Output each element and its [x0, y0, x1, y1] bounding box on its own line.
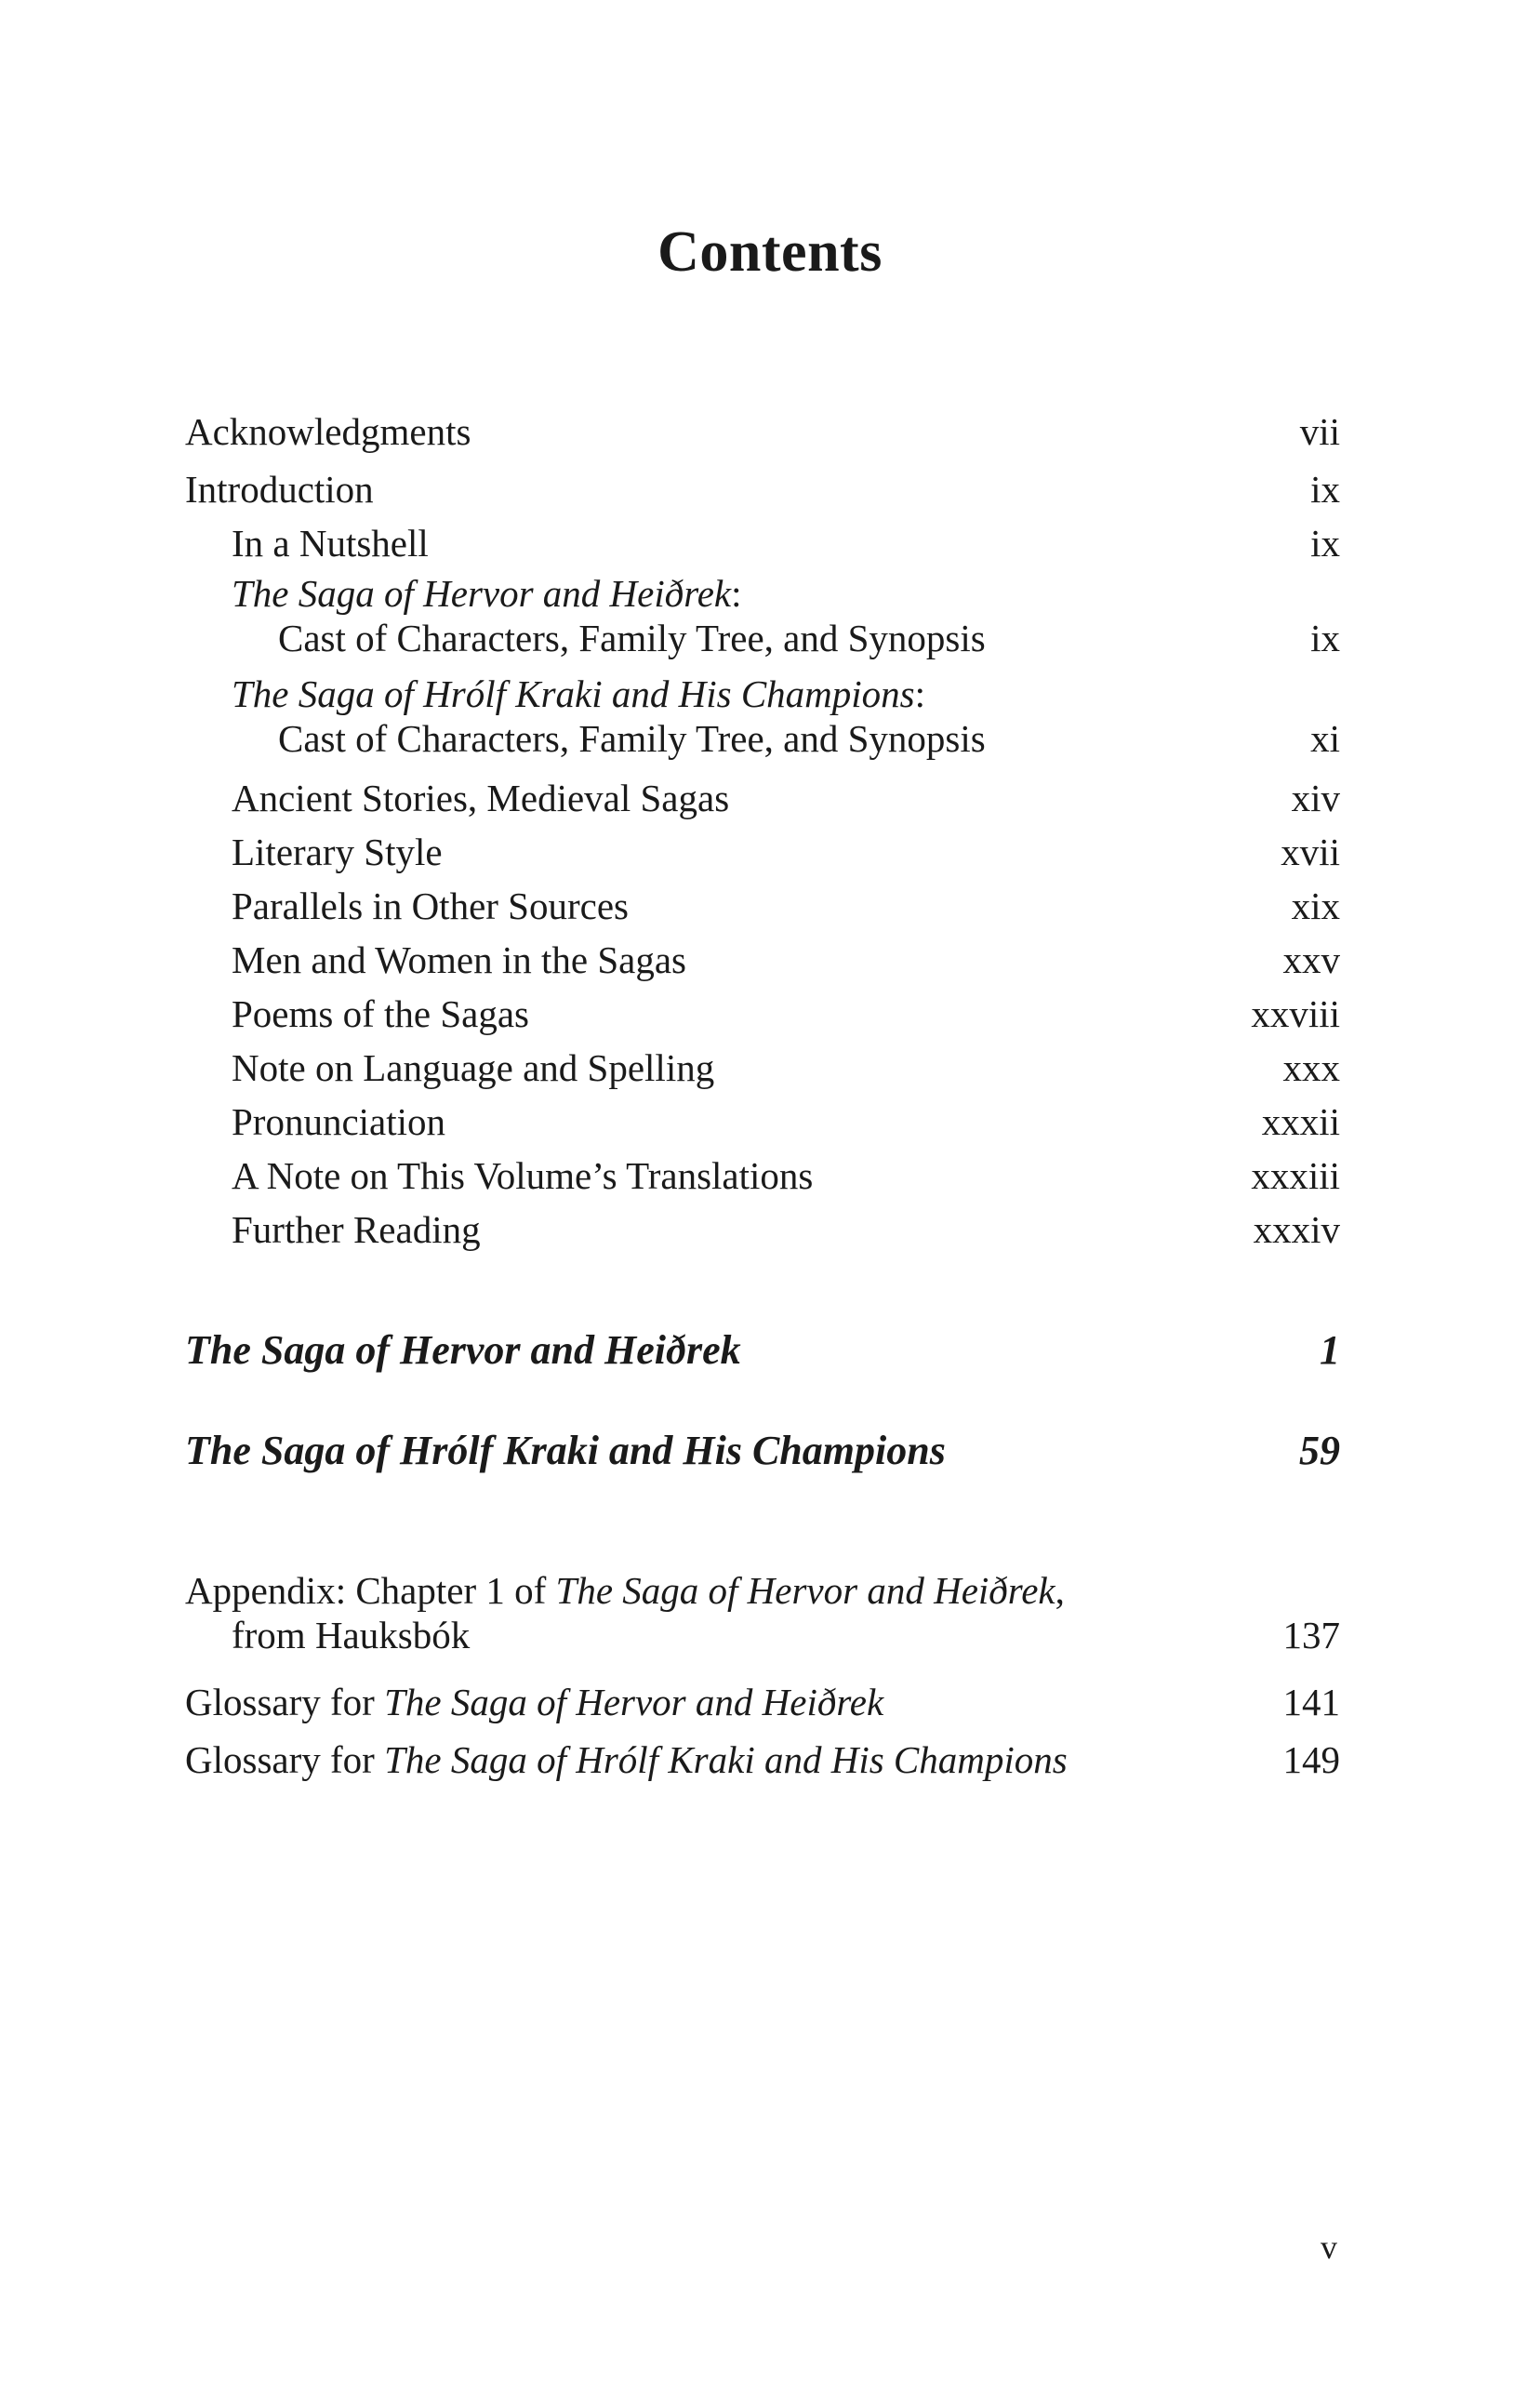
page-folio: v [1321, 2228, 1337, 2266]
toc-label-prefix: Appendix: Chapter 1 of [185, 1569, 556, 1612]
toc-page-number: xxv [1282, 938, 1340, 981]
book-title: The Saga of Hrólf Kraki and His Champions [384, 1738, 1068, 1781]
punctuation: : [914, 672, 926, 715]
toc-label [232, 571, 1340, 616]
toc-page-number: 59 [1299, 1428, 1340, 1473]
toc-label: In a Nutshell [232, 522, 429, 565]
toc-page-number: 137 [1282, 1614, 1340, 1656]
punctuation: , [1055, 1569, 1065, 1612]
toc-page-number: xxxiii [1251, 1154, 1340, 1197]
toc-label: Pronunciation [232, 1100, 446, 1143]
book-title: The Saga of Hervor and Heiðrek [555, 1569, 1055, 1612]
toc-label: Literary Style [232, 831, 443, 873]
toc-page-number: 1 [1320, 1327, 1340, 1373]
toc-entry-poems [185, 991, 1340, 1036]
toc-label: The Saga of Hervor and Heiðrek [185, 1327, 741, 1373]
toc-entry-parallels [185, 884, 1340, 928]
toc-label: The Saga of Hrólf Kraki and His Champions [185, 1428, 946, 1473]
toc-page-number: xvii [1281, 831, 1340, 873]
toc-entry-saga-hrolf [185, 1427, 1340, 1474]
toc-label [185, 1737, 1340, 1782]
toc-entry-further-reading [185, 1207, 1340, 1252]
toc-page-number: xix [1291, 885, 1340, 927]
toc-entry-appendix [185, 1568, 1340, 1657]
toc-label: Ancient Stories, Medieval Sagas [232, 777, 730, 819]
toc-entry-pronunciation [185, 1099, 1340, 1144]
toc-label: Parallels in Other Sources [232, 885, 629, 927]
punctuation: : [731, 572, 742, 615]
book-title: The Saga of Hervor and Heiðrek [232, 572, 732, 615]
book-title: The Saga of Hrólf Kraki and His Champions [232, 672, 915, 715]
toc-page-number: 141 [1282, 1681, 1340, 1723]
toc-page-number: vii [1299, 410, 1340, 453]
toc-entry-translations [185, 1153, 1340, 1198]
toc-entry-language [185, 1045, 1340, 1090]
toc-entry-hrolf-cast [185, 672, 1340, 761]
toc-entry-ancient [185, 776, 1340, 820]
toc-entry-saga-hervor [185, 1326, 1340, 1374]
toc-label [232, 672, 1340, 716]
toc-label-prefix: Glossary for [185, 1738, 385, 1781]
toc-label [185, 1680, 1340, 1724]
toc-entry-nutshell [185, 521, 1340, 565]
toc-page-number: ix [1310, 617, 1340, 659]
toc-label-prefix: Glossary for [185, 1681, 385, 1723]
toc-entry-acknowledgments [185, 409, 1340, 454]
toc-page-number: ix [1310, 522, 1340, 565]
toc-label: A Note on This Volume’s Translations [232, 1154, 814, 1197]
toc-sublabel: Cast of Characters, Family Tree, and Synopsis [278, 617, 986, 659]
toc-entry-hervor-cast [185, 571, 1340, 660]
toc-entry-literary [185, 830, 1340, 874]
toc-page-number: xxxiv [1253, 1208, 1340, 1251]
toc-label [185, 1568, 1340, 1613]
toc-label: Introduction [185, 468, 374, 511]
toc-entry-glossary-hervor [185, 1680, 1340, 1724]
toc-page-number: xiv [1291, 777, 1340, 819]
toc-label: Acknowledgments [185, 410, 471, 453]
toc-page-number: xxxii [1261, 1100, 1340, 1143]
toc-label: Further Reading [232, 1208, 481, 1251]
toc-page-number: ix [1310, 468, 1340, 511]
toc-page-number: xi [1310, 717, 1340, 760]
toc-page-number: 149 [1282, 1738, 1340, 1781]
toc-entry-introduction [185, 467, 1340, 512]
toc-page-number: xxviii [1251, 992, 1340, 1035]
toc-label: Poems of the Sagas [232, 992, 529, 1035]
page-title: Contents [657, 220, 883, 284]
book-title: The Saga of Hervor and Heiðrek [384, 1681, 884, 1723]
toc-sublabel: Cast of Characters, Family Tree, and Synopsis [278, 717, 986, 760]
toc-page-number: xxx [1282, 1046, 1340, 1089]
toc-sublabel: from Hauksbók [232, 1614, 471, 1656]
toc-entry-men-women [185, 938, 1340, 982]
toc-entry-glossary-hrolf [185, 1737, 1340, 1782]
toc-label: Men and Women in the Sagas [232, 938, 686, 981]
toc-label: Note on Language and Spelling [232, 1046, 715, 1089]
